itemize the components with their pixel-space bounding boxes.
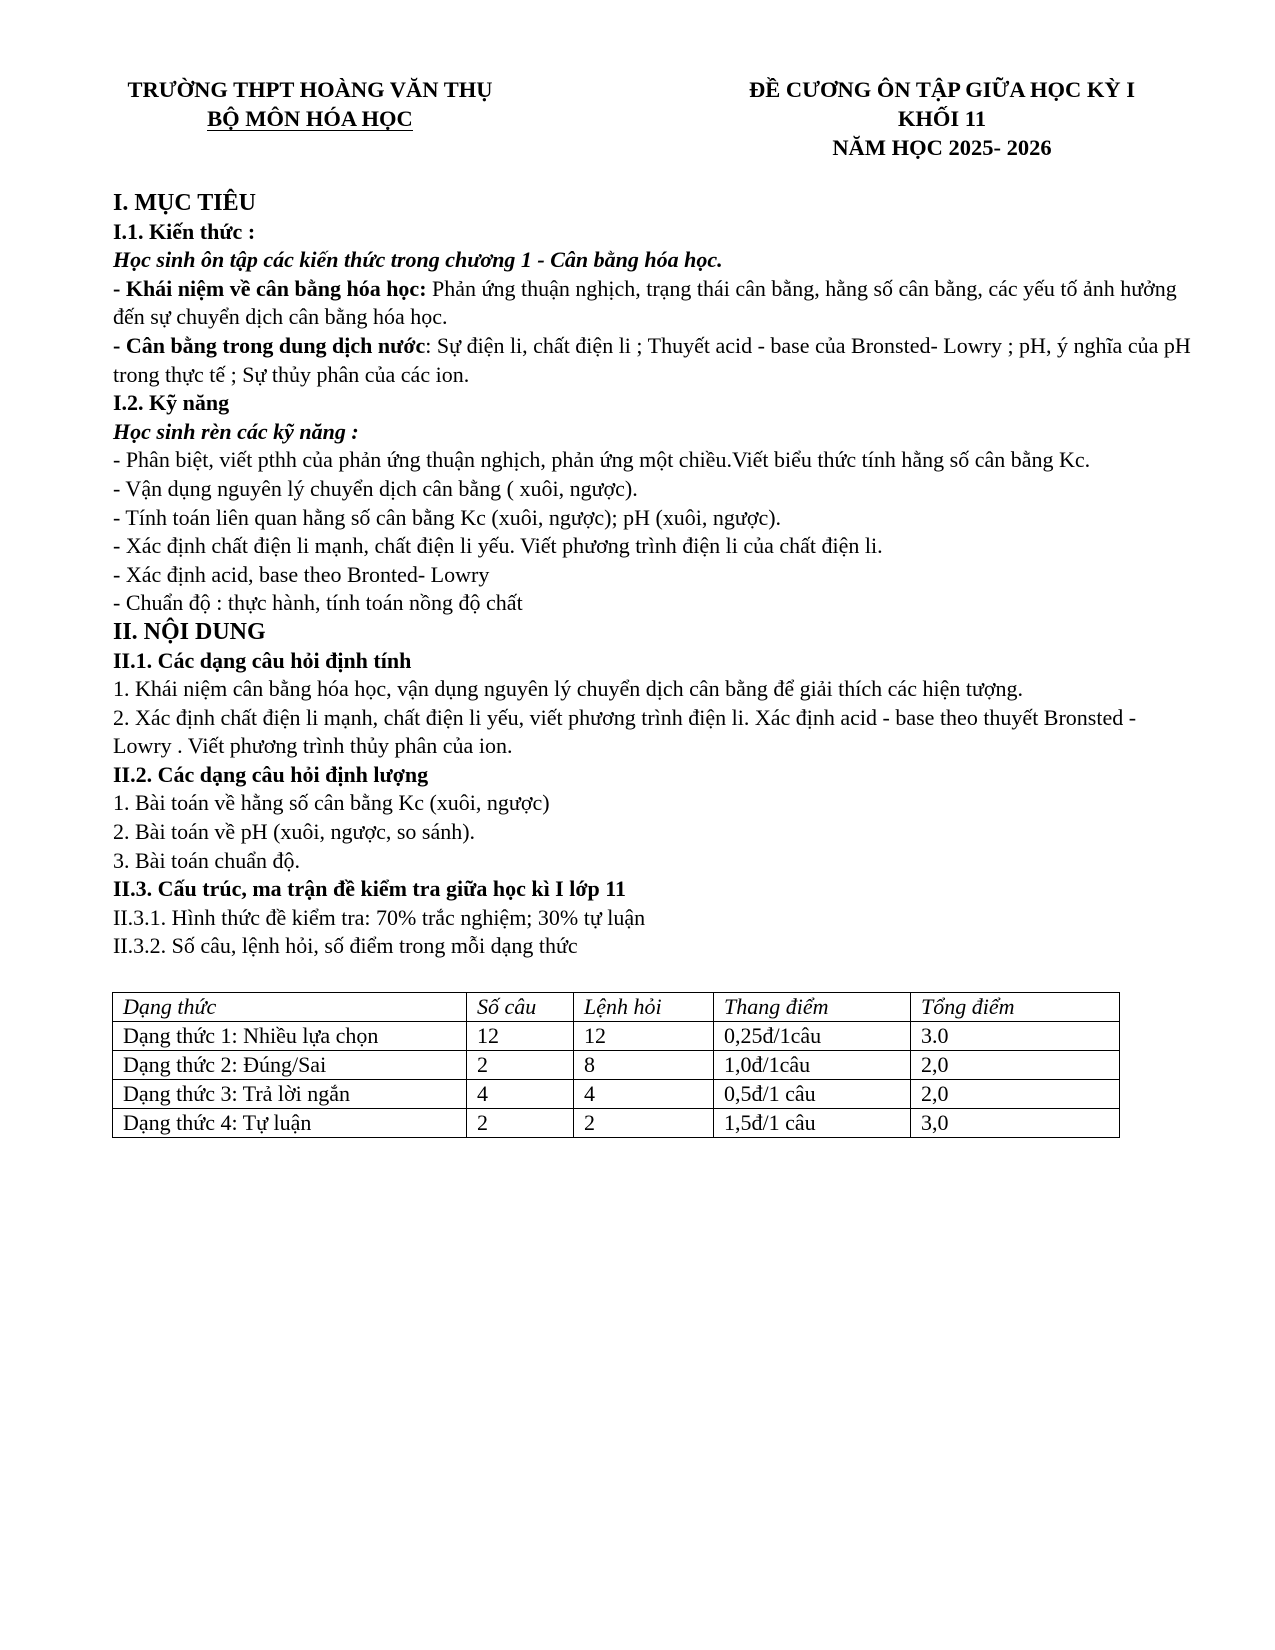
table-row [113,1051,1120,1080]
column-header: Thang điểm [714,993,911,1022]
table-cell: 12 [467,1022,574,1051]
table-cell: 2 [574,1109,714,1138]
table-cell: Dạng thức 1: Nhiều lựa chọn [113,1022,467,1051]
column-header: Dạng thức [113,993,467,1022]
column-header: Tổng điểm [911,993,1120,1022]
column-header: Lệnh hỏi [574,993,714,1022]
subsection-heading: II.3. Cấu trúc, ma trận đề kiểm tra giữa học kì I lớp 11 [113,876,627,902]
list-item: 1. Bài toán về hằng số cân bằng Kc (xuôi, ngược) [113,790,550,816]
table-cell: 1,0đ/1câu [714,1051,911,1080]
table-cell: 2,0 [911,1051,1120,1080]
paragraph-text: : Sự điện li, chất điện li ; Thuyết acid - base của Bronsted- Lowry ; pH, ý nghĩa của pH trong thực tế ; Sự thủy phân của các ion. [113,332,1191,387]
table-cell: 4 [574,1080,714,1109]
grade-label: KHỐI 11 [897,106,987,131]
paragraph-lead: - Khái niệm về cân bằng hóa học: [113,275,427,301]
table-cell: 2 [467,1051,574,1080]
subsection-heading: II.2. Các dạng câu hỏi định lượng [113,761,429,787]
column-header: Số câu [467,993,574,1022]
table-cell: Dạng thức 4: Tự luận [113,1109,467,1138]
paragraph-lead: - Cân bằng trong dung dịch nước [113,332,426,358]
list-item: 3. Bài toán chuẩn độ. [113,847,300,873]
list-item: - Xác định acid, base theo Bronted- Lowry [113,561,490,587]
table-cell: 3.0 [911,1022,1120,1051]
document-title-block [712,75,1172,162]
intro-text: Học sinh ôn tập các kiến thức trong chương 1 - Cân bằng hóa học. [113,247,723,273]
intro-text: Học sinh rèn các kỹ năng : [113,418,359,444]
list-item: 2. Xác định chất điện li mạnh, chất điện li yếu, viết phương trình điện li. Xác định acid - base theo thuyết Bronsted - Lowry . Viết phương trình thủy phân của ion. [113,704,1137,759]
table-cell: 8 [574,1051,714,1080]
table-cell: 2,0 [911,1080,1120,1109]
list-item: - Vận dụng nguyên lý chuyển dịch cân bằng ( xuôi, ngược). [113,475,638,501]
school-year: NĂM HỌC 2025- 2026 [832,135,1052,160]
table-row [113,1109,1120,1138]
paragraph [113,332,1193,389]
department-name: BỘ MÔN HÓA HỌC [207,106,413,131]
list-item: - Chuẩn độ : thực hành, tính toán nồng độ chất [113,590,523,616]
table-cell: Dạng thức 3: Trả lời ngắn [113,1080,467,1109]
table-cell: 0,5đ/1 câu [714,1080,911,1109]
subsection-heading: II.1. Các dạng câu hỏi định tính [113,647,412,673]
table-cell: 0,25đ/1câu [714,1022,911,1051]
exam-matrix-table [112,992,1120,1138]
paragraph: II.3.2. Số câu, lệnh hỏi, số điểm trong mỗi dạng thức [113,933,578,959]
table-cell: 3,0 [911,1109,1120,1138]
table-cell: 1,5đ/1 câu [714,1109,911,1138]
subsection-heading: I.1. Kiến thức : [113,218,256,244]
school-header [90,75,530,133]
section-heading: II. NỘI DUNG [113,618,266,645]
table-cell: Dạng thức 2: Đúng/Sai [113,1051,467,1080]
list-item: - Xác định chất điện li mạnh, chất điện li yếu. Viết phương trình điện li của chất điện li. [113,533,883,559]
table-header-row [113,993,1120,1022]
table-cell: 4 [467,1080,574,1109]
table-row [113,1080,1120,1109]
paragraph [113,275,1193,332]
document-body [113,189,1193,961]
list-item: - Tính toán liên quan hằng số cân bằng Kc (xuôi, ngược); pH (xuôi, ngược). [113,504,782,530]
school-name: TRƯỜNG THPT HOÀNG VĂN THỤ [127,77,493,102]
paragraph-text: Phản ứng thuận nghịch, trạng thái cân bằng, hằng số cân bằng, các yếu tố ảnh hưởng đến sự chuyển dịch cân bằng hóa học. [113,275,1177,330]
table-cell: 2 [467,1109,574,1138]
subsection-heading: I.2. Kỹ năng [113,390,230,416]
table-row [113,1022,1120,1051]
list-item: - Phân biệt, viết pthh của phản ứng thuận nghịch, phản ứng một chiều.Viết biểu thức tính hằng số cân bằng Kc. [113,447,1091,473]
list-item: 2. Bài toán về pH (xuôi, ngược, so sánh). [113,819,476,845]
list-item: 1. Khái niệm cân bằng hóa học, vận dụng nguyên lý chuyển dịch cân bằng để giải thích các hiện tượng. [113,676,1024,702]
table-cell: 12 [574,1022,714,1051]
document-title: ĐỀ CƯƠNG ÔN TẬP GIỮA HỌC KỲ I [748,77,1136,102]
paragraph: II.3.1. Hình thức đề kiểm tra: 70% trắc nghiệm; 30% tự luận [113,904,646,930]
section-heading: I. MỤC TIÊU [113,190,256,216]
